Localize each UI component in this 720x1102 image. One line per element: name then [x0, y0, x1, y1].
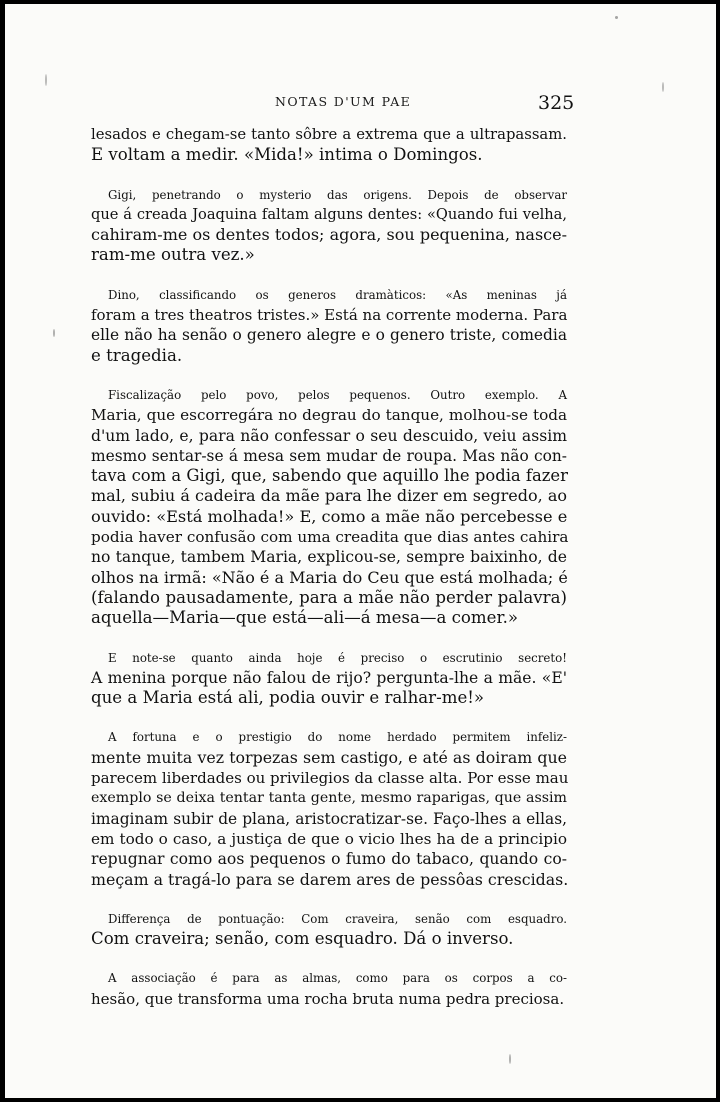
running-head-title: NOTAS D'UM PAE [275, 94, 412, 109]
text-line: mente muita vez torpezas sem castigo, e até as doiram que [91, 747, 567, 767]
page-number: 325 [538, 92, 575, 114]
paragraph [91, 648, 567, 709]
text-line: Gigi, penetrando o mysterio das origens. Depois de observar [108, 187, 567, 202]
paragraph [91, 909, 567, 950]
paragraph [91, 285, 567, 366]
scan-speck [509, 1054, 511, 1064]
text-line: mesmo sentar-se á mesa sem mudar de roupa. Mas não con- [91, 446, 567, 465]
scan-speck [662, 82, 664, 92]
body-text [91, 125, 567, 1028]
text-line: hesão, que transforma uma rocha bruta numa pedra preciosa. [91, 989, 565, 1008]
text-line: em todo o caso, a justiça de que o vicio lhes ha de a principio [91, 829, 567, 848]
paragraph [91, 125, 567, 166]
text-line: parecem liberdades ou privilegios da classe alta. Por esse mau [91, 769, 569, 788]
text-line: d'um lado, e, para não confessar o seu descuido, veiu assim [91, 426, 567, 445]
text-line: repugnar como aos pequenos o fumo do tabaco, quando co- [91, 850, 567, 869]
text-line: imaginam subir de plana, aristocratizar-se. Faço-lhes a ellas, [91, 809, 567, 828]
paragraph [91, 185, 567, 266]
text-line: Dino, classificando os generos dramàticos: «As meninas já [108, 287, 567, 302]
text-line: podia haver confusão com uma creadita que dias antes cahira [91, 528, 569, 547]
text-line: Maria, que escorregára no degrau do tanque, molhou-se toda [91, 406, 567, 425]
text-line: ram-me outra vez.» [91, 245, 255, 265]
text-line: e tragedia. [91, 345, 183, 365]
text-line: foram a tres theatros tristes.» Está na corrente moderna. Para [91, 306, 568, 325]
text-line: que á creada Joaquina faltam alguns dentes: «Quando fui velha, [91, 205, 567, 223]
scan-speck [53, 329, 55, 337]
running-head [5, 92, 716, 116]
text-line: E note-se quanto ainda hoje é preciso o escrutinio secreto! [108, 650, 567, 665]
text-line: aquella—Maria—que está—ali—á mesa—a comer.» [91, 608, 518, 628]
text-line: lesados e chegam-se tanto sôbre a extrema que a ultrapassam. [91, 126, 567, 143]
text-line: A associação é para as almas, como para os corpos a co- [108, 971, 567, 986]
text-line: no tanque, tambem Maria, explicou-se, sempre baixinho, de [91, 548, 567, 567]
text-line: que a Maria está ali, podia ouvir e ralhar-me!» [91, 688, 485, 708]
text-line: Com craveira; senão, com esquadro. Dá o inverso. [91, 929, 514, 949]
text-line: (falando pausadamente, para a mãe não perder palavra) [91, 587, 567, 607]
book-page [5, 4, 716, 1098]
text-line: exemplo se deixa tentar tanta gente, mesmo raparigas, que assim [91, 790, 567, 807]
paragraph [91, 385, 567, 629]
text-line: cahiram-me os dentes todos; agora, sou pequenina, nasce- [91, 225, 567, 245]
scan-speck [615, 16, 618, 19]
text-line: Differença de pontuação: Com craveira, senão com esquadro. [108, 911, 567, 926]
text-line: meçam a tragá-lo para se darem ares de pessôas crescidas. [91, 869, 569, 889]
text-line: olhos na irmã: «Não é a Maria do Ceu que está molhada; é [91, 567, 568, 587]
paragraph [91, 968, 567, 1009]
text-line: E voltam a medir. «Mida!» intima o Domingos. [91, 145, 483, 165]
paragraph [91, 727, 567, 889]
text-line: mal, subiu á cadeira da mãe para lhe dizer em segredo, ao [91, 486, 567, 506]
text-line: tava com a Gigi, que, sabendo que aquillo lhe podia fazer [91, 466, 568, 486]
text-line: elle não ha senão o genero alegre e o genero triste, comedia [91, 326, 567, 345]
scan-speck [45, 74, 47, 86]
text-line: A fortuna e o prestigio do nome herdado permitem infeliz- [108, 730, 567, 745]
text-line: ouvido: «Está molhada!» E, como a mãe não percebesse e [91, 506, 568, 526]
text-line: Fiscalização pelo povo, pelos pequenos. Outro exemplo. A [108, 387, 567, 402]
text-line: A menina porque não falou de rijo? pergunta-lhe a mãe. «E' [91, 668, 567, 687]
